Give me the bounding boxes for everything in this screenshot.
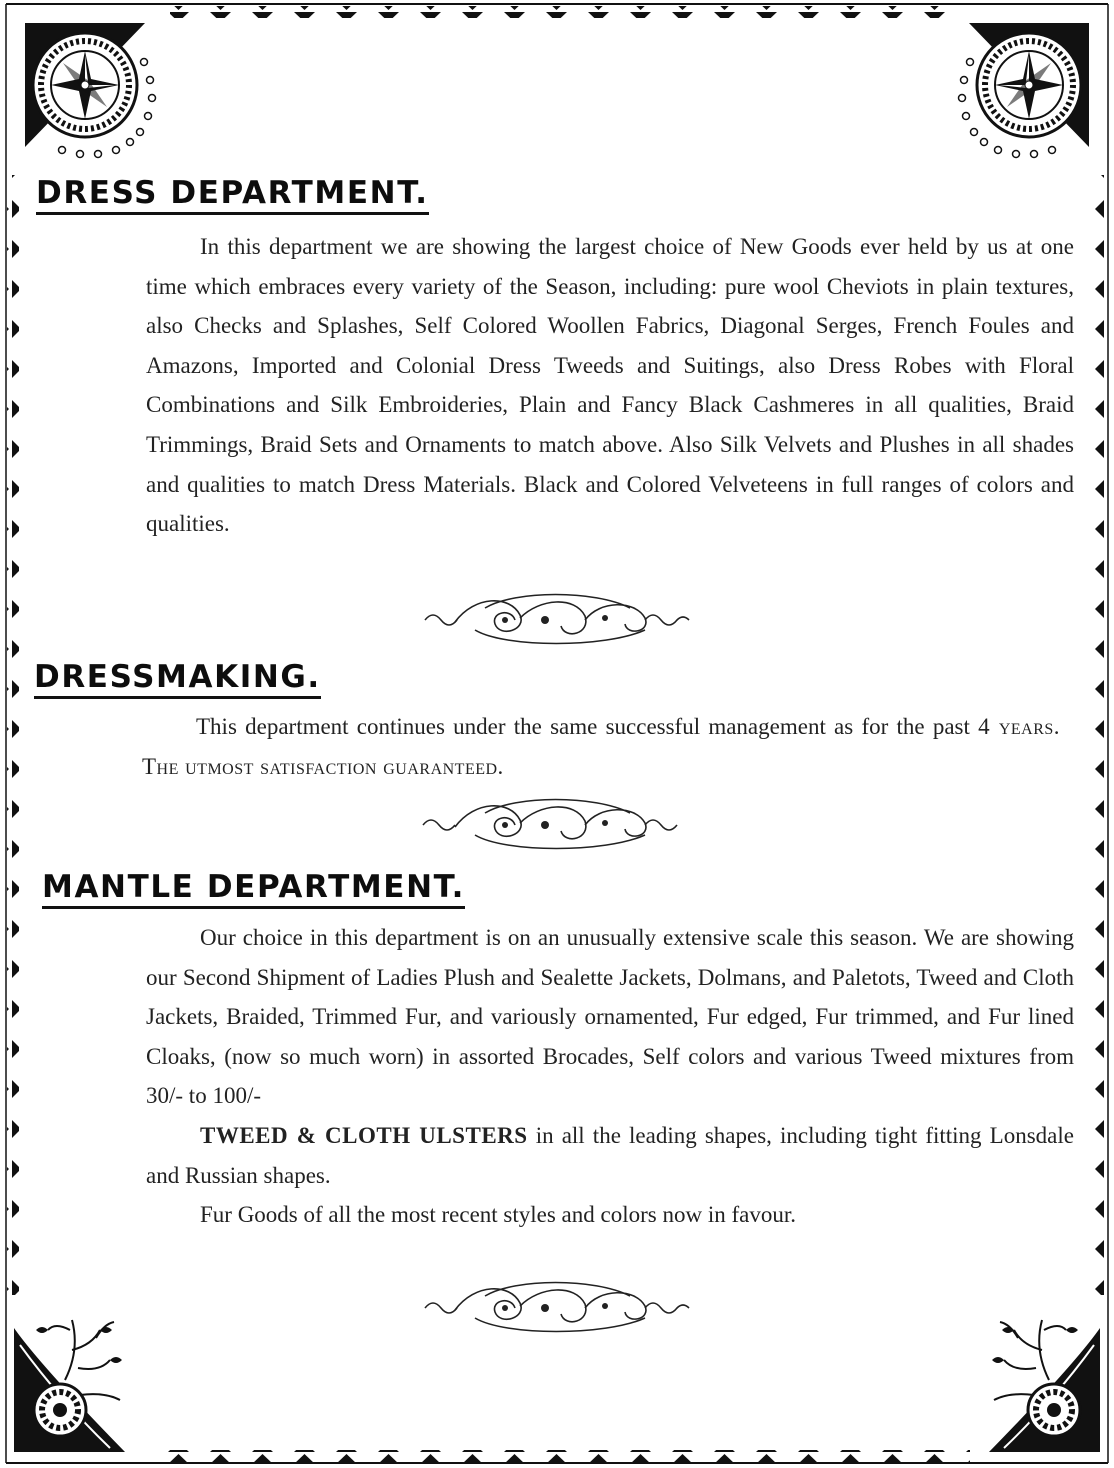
dress-department-text	[146, 227, 1074, 544]
top-left-compass-ornament	[25, 23, 145, 147]
bottom-right-fan-ornament	[989, 1320, 1100, 1452]
ulsters-label: TWEED & CLOTH ULSTERS	[200, 1122, 528, 1148]
dress-department-heading: DRESS DEPARTMENT.	[36, 178, 429, 215]
left-border-triangles	[7, 175, 19, 1295]
dressmaking-heading: DRESSMAKING.	[34, 662, 321, 699]
flourish-divider-3	[415, 1278, 700, 1336]
dressmaking-guarantee: The utmost satisfaction guaranteed.	[142, 753, 504, 779]
bottom-left-fan-ornament	[14, 1320, 125, 1452]
dress-department-paragraph: In this department we are showing the largest choice of New Goods ever held by us at one time which embraces every variety of the Season, including: pure wool Cheviots in plain textures, also Checks and Splashes, Self Colored Woollen Fabrics, Diagonal Serges, French Foules and Amazons, Imported and Colonial Dress Tweeds and Suitings, also Dress Robes with Floral Combinations and Silk Embroideries, Plain and Fancy Black Cashmeres in all qualities, Braid Trimmings, Braid Sets and Ornaments to match above. Also Silk Velvets and Plushes in all shades and qualities to match Dress Materials. Black and Colored Velveteens in full ranges of colors and qualities.	[146, 234, 1074, 537]
mantle-department-heading: MANTLE DEPARTMENT.	[42, 872, 465, 909]
dressmaking-lead: This department continues under the same successful management as for the past	[196, 714, 970, 739]
ulsters-text: in all the leading shapes, including tight fitting Lonsdale and Russian shapes.	[146, 1122, 1074, 1188]
dressmaking-years: 4 years.	[978, 714, 1061, 739]
right-border-triangles	[1095, 175, 1107, 1295]
mantle-paragraph: Our choice in this department is on an unusually extensive scale this season. We are showing our Second Shipment of Ladies Plush and Sealette Jackets, Dolmans, and Paletots, Tweed and Cloth Jackets, Braided, Trimmed Fur, and variously ornamented, Fur edged, Fur trimmed, and Fur lined Cloaks, (now so much worn) in assorted Brocades, Self colors and various Tweed mixtures from 30/- to 100/-	[146, 925, 1074, 1109]
ulsters-paragraph	[146, 1116, 1074, 1195]
top-border-triangles	[170, 6, 950, 18]
dressmaking-text	[142, 707, 1074, 786]
dressmaking-paragraph	[142, 707, 1074, 786]
top-right-compass-ornament	[969, 23, 1089, 147]
fur-goods-paragraph: Fur Goods of all the most recent styles and colors now in favour.	[200, 1202, 796, 1228]
flourish-divider-2	[415, 795, 700, 853]
flourish-divider-1	[415, 590, 700, 648]
mantle-department-text	[146, 918, 1074, 1235]
bottom-border-triangles	[150, 1450, 970, 1462]
